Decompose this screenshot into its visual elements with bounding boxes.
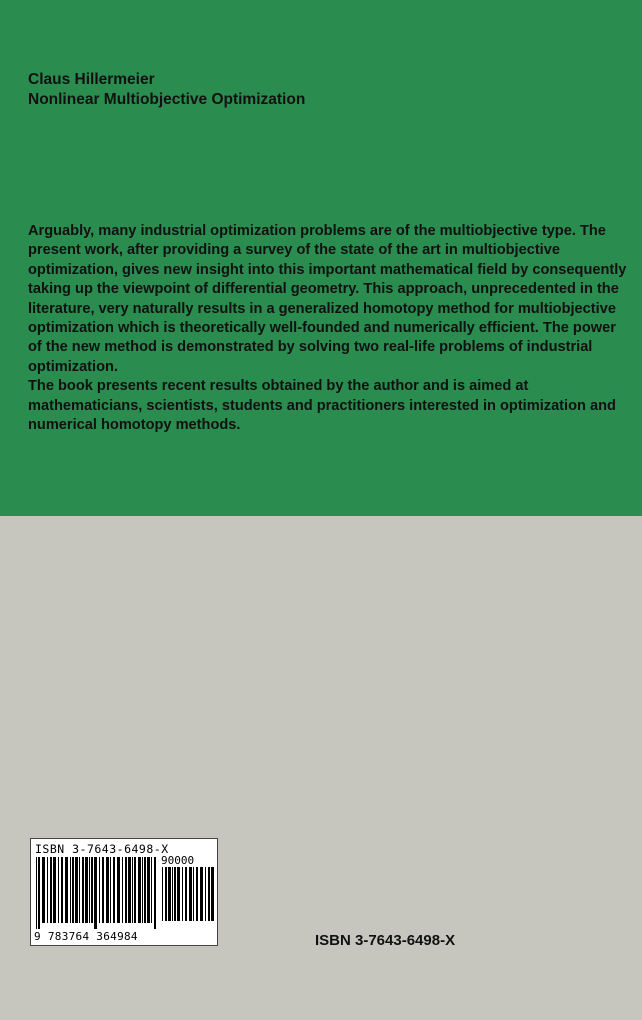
barcode-bar xyxy=(134,857,136,923)
barcode-bar xyxy=(61,857,63,923)
author-name: Claus Hillermeier xyxy=(28,71,155,88)
barcode-bar xyxy=(144,857,146,923)
barcode-bar xyxy=(138,857,141,923)
blurb-paragraph: The book presents recent results obtained by the author and is aimed at mathematicians, scientists, students and practitioners interested in optimization and numerical homotopy methods. xyxy=(28,378,616,434)
barcode-bar xyxy=(122,857,123,923)
barcode-bar xyxy=(79,857,80,923)
barcode-bar xyxy=(162,867,163,921)
barcode-bar xyxy=(85,857,88,923)
barcode-bar xyxy=(147,857,150,923)
barcode-bar xyxy=(182,867,183,921)
barcode-bar xyxy=(172,867,173,921)
barcode-bar xyxy=(165,867,167,921)
barcode-bar xyxy=(200,867,203,921)
barcode-isbn-text: ISBN 3-7643-6498-X xyxy=(35,842,169,856)
barcode-bar xyxy=(99,857,100,923)
barcode-ean-digits: 9 783764 364984 xyxy=(34,930,138,943)
barcode-bar xyxy=(185,867,187,921)
barcode-bar xyxy=(205,867,206,921)
barcode-bar xyxy=(174,867,176,921)
barcode-bar xyxy=(94,857,97,929)
barcode-bar xyxy=(106,857,109,923)
barcode-bar xyxy=(38,857,40,929)
barcode-bar xyxy=(196,867,198,921)
barcode-bar xyxy=(177,867,180,921)
barcode-bar xyxy=(53,857,56,923)
barcode-bar xyxy=(82,857,84,923)
isbn-number: ISBN 3-7643-6498-X xyxy=(315,932,456,949)
barcode-bar xyxy=(208,867,210,921)
barcode-bar xyxy=(102,857,104,923)
barcode-bar xyxy=(168,867,171,921)
barcode-bar xyxy=(128,857,131,923)
barcode-bar xyxy=(58,857,59,923)
barcode-main-bars xyxy=(35,857,157,929)
back-cover-blurb xyxy=(28,222,628,435)
barcode-bar xyxy=(89,857,90,923)
barcode-bar xyxy=(72,857,74,923)
barcode-bar xyxy=(125,857,127,923)
barcode-bar xyxy=(113,857,115,923)
barcode-bar xyxy=(110,857,111,923)
barcode-bar xyxy=(47,857,48,923)
barcode-addon-digits: 90000 xyxy=(161,854,195,867)
barcode-bar xyxy=(154,857,156,929)
barcode-label xyxy=(30,838,218,946)
barcode-addon-bars xyxy=(161,867,215,927)
barcode-bar xyxy=(91,857,93,923)
barcode-bar xyxy=(151,857,152,923)
barcode-bar xyxy=(132,857,133,923)
barcode-bar xyxy=(211,867,214,921)
barcode-bar xyxy=(65,857,68,923)
blurb-paragraph: Arguably, many industrial optimization problems are of the multiobjective type. The present work, after providing a survey of the state of the art in multiobjective optimization, gives new insight into this important mathematical field by consequently taking up the viewpoint of differential geometry. This approach, unprecedented in the literature, very naturally results in a generalized homotopy method for multiobjective optimization which is theoretically well-founded and numerically efficient. The power of the new method is demonstrated by solving two real-life problems of industrial optimization. xyxy=(28,223,627,375)
barcode-bar xyxy=(189,867,192,921)
barcode-bar xyxy=(50,857,52,923)
barcode-bar xyxy=(36,857,37,929)
barcode-bar xyxy=(42,857,45,923)
barcode-bar xyxy=(75,857,78,923)
barcode-bar xyxy=(142,857,143,923)
book-title: Nonlinear Multiobjective Optimization xyxy=(28,91,306,108)
barcode-bar xyxy=(70,857,71,923)
barcode-bar xyxy=(117,857,120,923)
barcode-bar xyxy=(193,867,194,921)
